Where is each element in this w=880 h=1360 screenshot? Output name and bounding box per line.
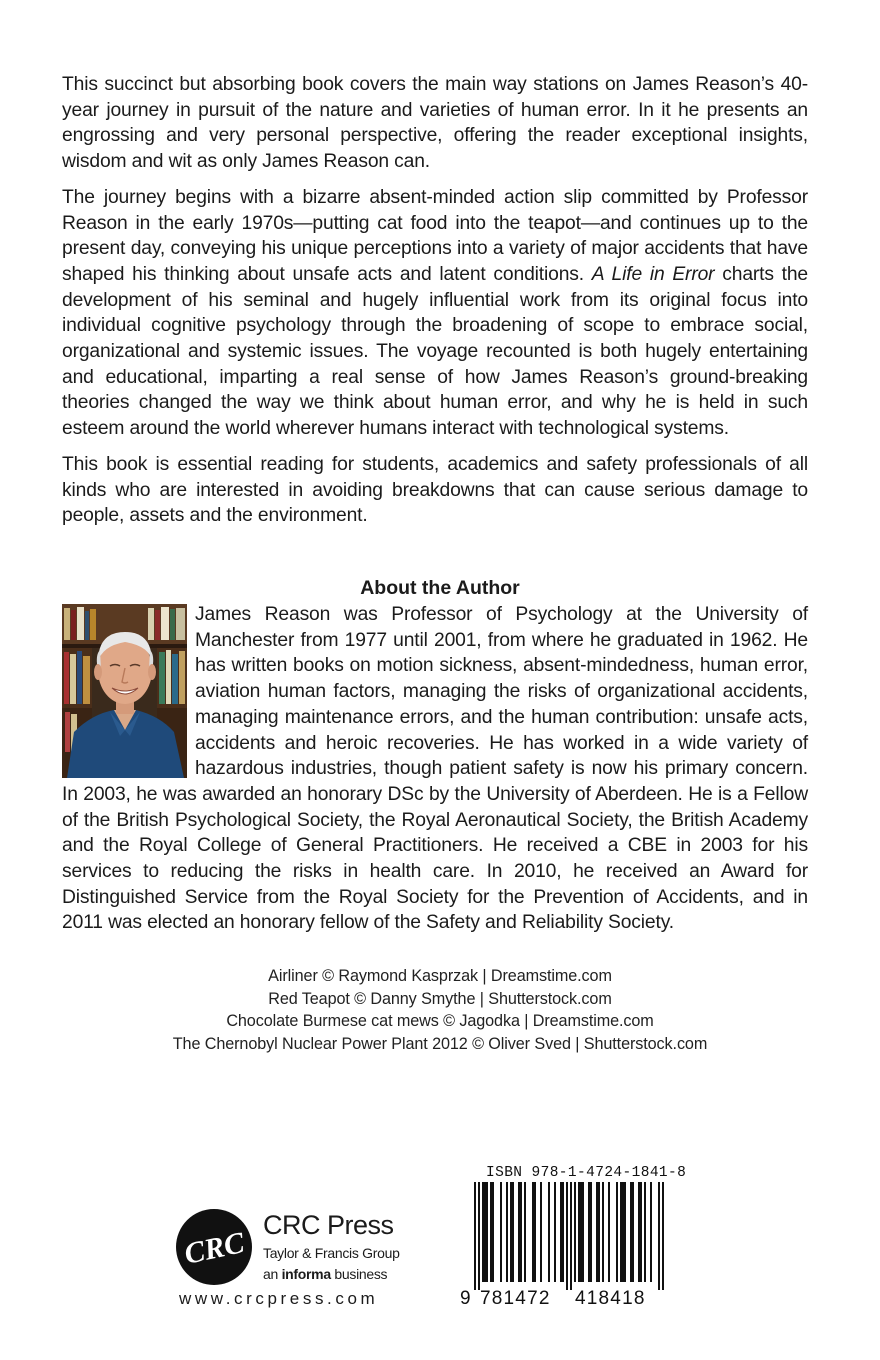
- barcode-bar: [486, 1182, 488, 1282]
- isbn-barcode: [458, 1164, 688, 1319]
- barcode-bar: [484, 1182, 486, 1282]
- barcode-bar: [620, 1182, 622, 1282]
- publisher-name: CRC Press: [263, 1210, 394, 1240]
- barcode-bars: [458, 1182, 688, 1290]
- barcode-bar: [574, 1182, 576, 1282]
- publisher-group: Taylor & Francis Group: [263, 1245, 400, 1261]
- barcode-bar: [524, 1182, 526, 1282]
- barcode-bar: [630, 1182, 632, 1282]
- blurb-paragraph-2: [62, 185, 808, 442]
- barcode-bar: [624, 1182, 626, 1282]
- blurb-paragraph-3: This book is essential reading for students, academics and safety professionals of all kinds who are interested in avoiding breakdowns that can cause serious damage to people, assets and the environment.: [62, 453, 808, 527]
- barcode-bar: [644, 1182, 646, 1282]
- isbn-label: ISBN 978-1-4724-1841-8: [486, 1165, 687, 1181]
- barcode-bar: [596, 1182, 598, 1282]
- barcode-digits-left: 781472: [480, 1288, 551, 1309]
- barcode-bar: [478, 1182, 480, 1290]
- credit-line: The Chernobyl Nuclear Power Plant 2012 © Oliver Sved | Shutterstock.com: [172, 1035, 708, 1054]
- barcode-bar: [548, 1182, 550, 1282]
- barcode-bar: [590, 1182, 592, 1282]
- barcode-bar: [510, 1182, 512, 1282]
- publisher-informa-line: [263, 1265, 387, 1283]
- author-portrait-image: [62, 604, 187, 778]
- barcode-bar: [602, 1182, 604, 1282]
- barcode-bar: [658, 1182, 660, 1290]
- barcode-bar: [560, 1182, 562, 1282]
- barcode-bar: [500, 1182, 502, 1282]
- informa-suffix: business: [330, 1266, 388, 1282]
- barcode-bar: [588, 1182, 590, 1282]
- blurb-paragraph-2-start: The journey begins with a bizarre absent-minded action slip committed by Professor Reason in the early 1970s—putting cat food into the teapot—and continues up to the present day, conveying his unique perceptions into a variety of major accidents that have shaped his thinking about unsafe acts and latent conditions.: [62, 186, 808, 285]
- about-author-section: [62, 602, 808, 936]
- barcode-bar: [616, 1182, 618, 1282]
- barcode-bar: [482, 1182, 484, 1282]
- barcode-bar: [578, 1182, 580, 1282]
- barcode-bar: [570, 1182, 572, 1290]
- barcode-bar: [640, 1182, 642, 1282]
- crc-logo-text: CRC: [181, 1226, 248, 1271]
- barcode-digit-first: 9: [460, 1288, 471, 1309]
- publisher-url[interactable]: www.crcpress.com: [179, 1289, 379, 1308]
- credit-line: Red Teapot © Danny Smythe | Shutterstock.com: [268, 989, 612, 1008]
- barcode-bar: [662, 1182, 664, 1290]
- barcode-bar: [580, 1182, 582, 1282]
- book-blurb: [62, 72, 808, 539]
- barcode-digits-right: 418418: [575, 1288, 646, 1309]
- barcode-bar: [534, 1182, 536, 1282]
- barcode-bar: [622, 1182, 624, 1282]
- image-credits: [0, 965, 880, 1056]
- barcode-bar: [492, 1182, 494, 1282]
- blurb-paragraph-1: This succinct but absorbing book covers the main way stations on James Reason’s 40-year journey in pursuit of the nature and varieties of human error. In it he presents an engrossing and very personal perspective, offering the reader exceptional insights, wisdom and wit as only James Reason can.: [62, 74, 808, 173]
- author-bio: James Reason was Professor of Psychology at the University of Manchester from 1977 until 2001, from where he graduated in 1962. He has written books on motion sickness, absent-mindedness, human error, aviation human factors, managing the risks of organizational accidents, managing maintenance errors, and the human contribution: unsafe acts, accidents and heroic recoveries. He has worked in a wide variety of hazardous industries, though patient safety is now his primary concern. In 2003, he was awarded an honorary DSc by the University of Aberdeen. He is a Fellow of the British Psychological Society, the Royal Aeronautical Society, the British Academy and the Royal College of General Practitioners. He received a CBE in 2003 for his services to reducing the risks in health care. In 2010, he received an Award for Distinguished Service from the Royal Society for the Prevention of Accidents, and in 2011 was elected an honorary fellow of the Safety and Reliability Society.: [62, 604, 808, 934]
- credit-line: Chocolate Burmese cat mews © Jagodka | Dreamstime.com: [226, 1012, 654, 1031]
- barcode-bar: [490, 1182, 492, 1282]
- barcode-bar: [582, 1182, 584, 1282]
- book-title-italic: A Life in Error: [591, 263, 715, 285]
- barcode-bar: [474, 1182, 476, 1290]
- barcode-bar: [562, 1182, 564, 1282]
- barcode-bar: [554, 1182, 556, 1282]
- about-author-heading: About the Author: [360, 577, 520, 599]
- informa-bold: informa: [281, 1266, 331, 1282]
- barcode-bar: [506, 1182, 508, 1282]
- blurb-paragraph-2-end: charts the development of his seminal and hugely influential work from its original focus into individual cognitive psychology through the broadening of scope to embrace social, organizational and systemic issues. The voyage recounted is both hugely entertaining and educational, imparting a real sense of how James Reason’s ground-breaking theories changed the way we think about human error, and why he is held in such esteem around the world wherever humans interact with technological systems.: [62, 263, 809, 440]
- barcode-bar: [650, 1182, 652, 1282]
- publisher-logo-block: [175, 1208, 475, 1318]
- crc-logo-icon: [175, 1208, 253, 1286]
- barcode-bar: [608, 1182, 610, 1282]
- barcode-bar: [632, 1182, 634, 1282]
- barcode-bar: [638, 1182, 640, 1282]
- barcode-bar: [566, 1182, 568, 1290]
- barcode-bar: [540, 1182, 542, 1282]
- barcode-bar: [518, 1182, 520, 1282]
- barcode-bar: [532, 1182, 534, 1282]
- credit-line: Airliner © Raymond Kasprzak | Dreamstime.com: [268, 967, 612, 985]
- barcode-bar: [598, 1182, 600, 1282]
- barcode-bar: [512, 1182, 514, 1282]
- author-photo: [62, 604, 187, 778]
- informa-prefix: an: [263, 1266, 282, 1282]
- barcode-bar: [520, 1182, 522, 1282]
